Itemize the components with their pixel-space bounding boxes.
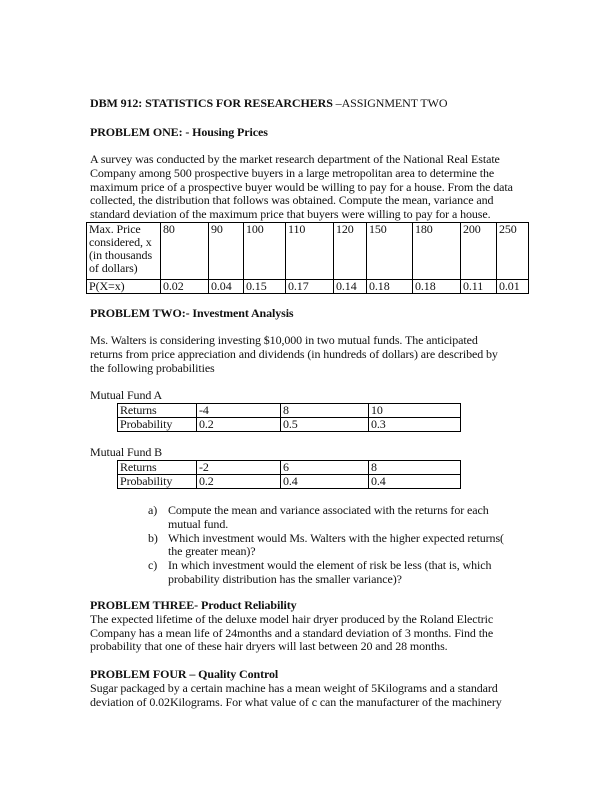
table-row [87,280,529,294]
heading-text: PROBLEM FOUR – Quality Control [90,667,279,681]
table-cell: 100 [244,223,286,280]
table-cell: 0.14 [334,280,367,294]
table-row [87,223,529,280]
table-cell: 0.17 [286,280,334,294]
row-header-line: (in thousands [89,248,153,262]
text-line: Company has a mean life of 24months and a standard deviation of 3 months. Find the [90,625,494,640]
table-cell: 0.4 [369,475,461,489]
document-title [90,97,530,111]
table-cell: 150 [367,223,413,280]
heading-text: PROBLEM THREE- Product Reliability [90,598,297,612]
problem-three-heading [90,599,530,613]
title-course: DBM 912: STATISTICS FOR RESEARCHERS [90,96,333,110]
text-line: probability distribution has the smaller variance)? [168,571,402,586]
table-row [118,404,461,418]
text-line: Which investment would Ms. Walters with the higher expected returns( [168,530,504,545]
row-header: Probability [118,418,197,432]
problem-three [90,599,530,654]
table-cell: 8 [281,404,369,418]
text-line: Compute the mean and variance associated with the returns for each [168,503,489,517]
list-item [148,504,528,532]
text-line: probability that one of these hair dryers will last between 20 and 28 months. [90,639,448,654]
heading-text: PROBLEM ONE: - Housing Prices [90,125,268,139]
fund-a-label: Mutual Fund A [90,388,163,402]
row-header-line: Max. Price [89,222,141,236]
table-cell: 90 [209,223,244,280]
text-line: The expected lifetime of the deluxe model hair dryer produced by the Roland Electric [90,611,494,626]
list-marker: b) [148,530,158,545]
table-cell: 110 [286,223,334,280]
problem-two-text [90,334,530,375]
table-cell: 0.3 [369,418,461,432]
fund-a-table [117,403,461,432]
row-header-line: of dollars) [89,261,138,275]
row-header [87,223,161,280]
problem-four-heading [90,668,530,682]
list-marker: c) [148,558,158,573]
table-cell: 0.2 [197,475,281,489]
table-cell: 10 [369,404,461,418]
table-cell: 0.18 [413,280,461,294]
problem-four [90,668,530,709]
text-line: In which investment would the element of risk be less (that is, which [168,558,492,573]
row-header: Returns [118,461,197,475]
question-list [148,504,528,587]
fund-b-table [117,460,461,489]
table-cell: 120 [334,223,367,280]
list-marker: a) [148,503,158,517]
problem-one-text [90,153,530,222]
table-cell: 0.15 [244,280,286,294]
table-cell: 0.11 [461,280,497,294]
list-item [148,559,528,587]
table-cell: 0.2 [197,418,281,432]
text-line: deviation of 0.02Kilograms. For what value of c can the manufacturer of the machinery [90,694,502,709]
text-line: collected, the distribution that follows was obtained. Compute the mean, variance and [90,193,494,208]
text-line: the greater mean)? [168,544,256,559]
row-header: Probability [118,475,197,489]
table-cell: 80 [161,223,209,280]
table-row [118,475,461,489]
text-line: standard deviation of the maximum price that buyers were willing to pay for a house. [90,207,491,222]
text-line: A survey was conducted by the market research department of the National Real Estate [90,152,500,166]
row-header: P(X=x) [87,280,161,294]
row-header: Returns [118,404,197,418]
table-cell: 8 [369,461,461,475]
table-cell: 200 [461,223,497,280]
table-row [118,461,461,475]
text-line: returns from price appreciation and dividends (in hundreds of dollars) are described by [90,346,498,361]
problem-one-heading [90,126,530,140]
list-item [148,532,528,560]
table-cell: 250 [497,223,529,280]
text-line: Sugar packaged by a certain machine has a mean weight of 5Kilograms and a standard [90,680,498,695]
table-row [118,418,461,432]
text-line: Ms. Walters is considering investing $10,000 in two mutual funds. The anticipated [90,333,478,347]
table-cell: 180 [413,223,461,280]
title-assignment: –ASSIGNMENT TWO [332,96,448,110]
table-cell: 0.02 [161,280,209,294]
text-line: maximum price of a prospective buyer would be willing to pay for a house. From the data [90,179,513,194]
table-cell: 0.4 [281,475,369,489]
table-cell: 0.18 [367,280,413,294]
text-line: mutual fund. [168,516,229,531]
problem-two-heading [90,307,530,321]
table-cell: 0.01 [497,280,529,294]
text-line: Company among 500 prospective buyers in a large metropolitan area to determine the [90,165,495,180]
heading-text: PROBLEM TWO:- Investment Analysis [90,306,294,320]
fund-b-label: Mutual Fund B [90,445,163,459]
table-cell: 0.04 [209,280,244,294]
table-cell: -2 [197,461,281,475]
housing-price-table [86,222,529,294]
text-line: the following probabilities [90,360,215,375]
table-cell: 6 [281,461,369,475]
row-header-line: considered, x [89,235,152,249]
table-cell: -4 [197,404,281,418]
table-cell: 0.5 [281,418,369,432]
